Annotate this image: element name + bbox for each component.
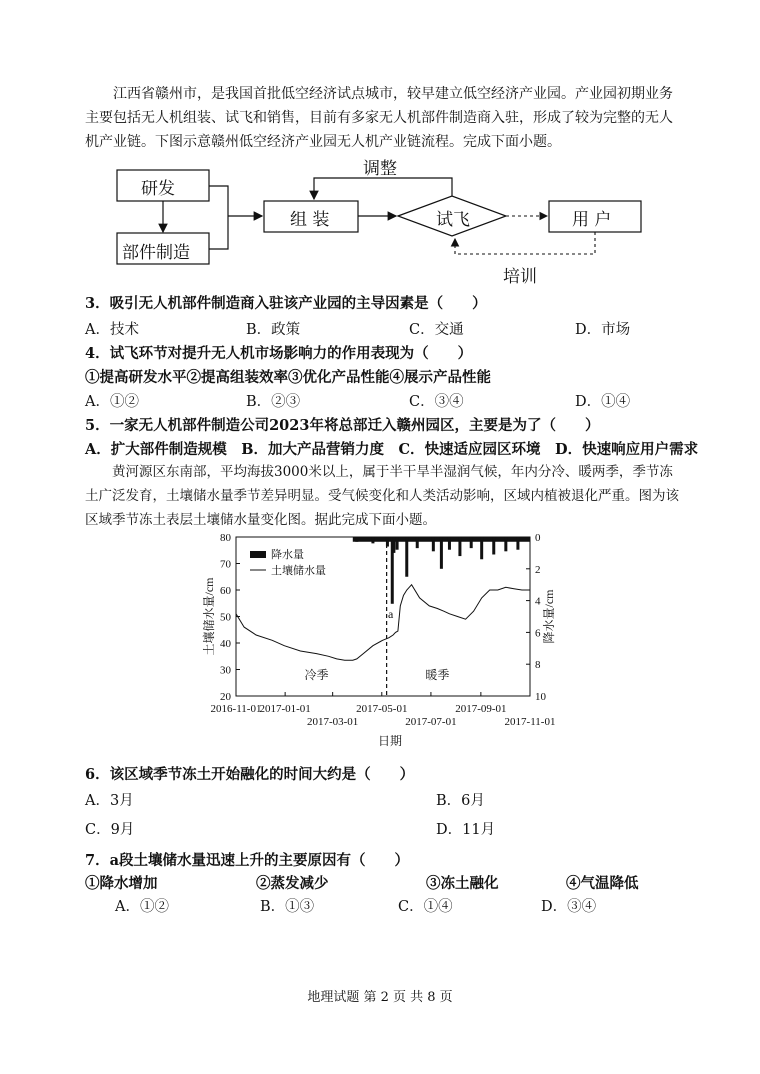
- ytick-left-label: 60: [220, 585, 231, 597]
- label-yanfa: 研发: [141, 179, 175, 199]
- precip-bar: [416, 537, 419, 548]
- intro-passage-1: 江西省赣州市，是我国首批低空经济试点城市，较早建立低空经济产业园。产业园初期业务主要包括无人机组装、试飞和销售，目前有多家无人机部件制造商入驻，形成了较为完整的无人机产业链。下图示意赣州低空经济产业园无人机产业链流程。完成下面小题。: [85, 86, 673, 150]
- q7-item-2: ②蒸发减少: [256, 875, 329, 892]
- q4-option-d: D．①④: [575, 394, 631, 410]
- q7-item-3: ③冻土融化: [426, 875, 499, 892]
- q7-option-d: D．③④: [541, 899, 597, 915]
- precip-bar: [396, 537, 399, 550]
- intro-passage-2: 黄河源区东南部，平均海拔3000米以上，属于半干旱半湿润气候，年内分冷、暖两季，季节冻土广泛发育，土壤储水量季节差异明显。受气候变化和人类活动影响，区域内植被退化严重。图为该区域季节冻土表层土壤储水量变化图。据此完成下面小题。: [85, 464, 679, 528]
- ytick-left-label: 20: [220, 691, 231, 703]
- precip-bar: [504, 537, 507, 551]
- q5-stem: 5．一家无人机部件制造公司2023年将总部迁入赣州园区，主要是为了（ ）: [85, 417, 600, 434]
- ytick-left-label: 70: [220, 558, 231, 571]
- y-axis-left-title: 土壤储水量/cm: [202, 577, 216, 656]
- page-footer: 地理试题 第 2 页 共 8 页: [307, 990, 453, 1005]
- xtick-label: 2017-03-01: [306, 716, 359, 728]
- precip-bar: [405, 537, 408, 577]
- q5-options: A．扩大部件制造规模 B．加大产品营销力度 C．快速适应园区环境 D．快速响应用户需求: [85, 441, 699, 458]
- xtick-label: 2017-05-01: [356, 703, 408, 715]
- label-segment-a: a: [387, 607, 394, 621]
- ytick-right-label: 4: [535, 595, 541, 608]
- precip-bar: [480, 537, 483, 559]
- ytick-left-label: 50: [220, 611, 231, 624]
- ytick-left-label: 80: [220, 532, 231, 544]
- q4-option-c: C．③④: [409, 394, 464, 410]
- precip-bar: [392, 537, 395, 553]
- q3-option-c: C．交通: [409, 322, 464, 338]
- precip-bar: [470, 537, 473, 548]
- label-bujian: 部件制造: [122, 243, 190, 263]
- q6-stem: 6．该区域季节冻土开始融化的时间大约是（ ）: [85, 766, 415, 783]
- precip-bar: [432, 537, 435, 551]
- q3-option-b: B．政策: [246, 322, 301, 338]
- xtick-label: 2017-07-01: [405, 716, 457, 728]
- q6-option-b: B．6月: [436, 793, 485, 809]
- ytick-right-label: 6: [535, 627, 541, 640]
- q3-option-d: D．市场: [575, 322, 631, 338]
- label-shifei: 试飞: [436, 210, 470, 230]
- q7-option-b: B．①③: [260, 899, 315, 915]
- q4-option-b: B．②③: [246, 394, 301, 410]
- y-axis-right-title: 降水量/cm: [542, 589, 556, 644]
- q6-option-d: D．11月: [436, 822, 496, 838]
- q7-stem: 7．a段土壤储水量迅速上升的主要原因有（ ）: [85, 852, 409, 869]
- precip-bar: [355, 537, 358, 542]
- xtick-label: 2017-11-01: [504, 716, 556, 728]
- q7-item-1: ①降水增加: [85, 875, 158, 892]
- q7-item-4: ④气温降低: [566, 875, 639, 892]
- q6-option-c: C．9月: [85, 822, 135, 838]
- legend-precip-swatch: [250, 551, 266, 558]
- legend-soil-label: 土壤储水量: [271, 565, 326, 577]
- precip-bar: [516, 537, 519, 550]
- ytick-left-label: 30: [220, 664, 231, 677]
- q6-option-a: A．3月: [85, 793, 134, 809]
- q7-option-c: C．①④: [398, 899, 453, 915]
- precip-bar: [371, 537, 374, 543]
- label-tiaozheng: 调整: [363, 159, 397, 179]
- q3-stem: 3．吸引无人机部件制造商入驻该产业园的主导因素是（ ）: [85, 295, 487, 312]
- q4-stem: 4．试飞环节对提升无人机市场影响力的作用表现为（ ）: [85, 345, 473, 362]
- soil-water-chart: [0, 532, 760, 752]
- ytick-right-label: 8: [535, 659, 541, 672]
- ytick-right-label: 0: [535, 532, 541, 544]
- flow-diagram: [0, 0, 760, 290]
- precip-bar: [440, 537, 443, 569]
- label-zuzhuang: 组 装: [290, 210, 330, 230]
- label-warm-season: 暖季: [425, 668, 450, 682]
- precip-bar: [492, 537, 495, 554]
- x-axis-title: 日期: [377, 734, 403, 748]
- legend-precip-label: 降水量: [271, 549, 304, 561]
- label-yonghu: 用 户: [572, 210, 612, 230]
- ytick-right-label: 2: [535, 563, 541, 576]
- ytick-right-label: 10: [535, 691, 546, 703]
- ytick-left-label: 40: [220, 638, 231, 650]
- label-peixun: 培训: [503, 267, 537, 287]
- q4-items: ①提高研发水平②提高组装效率③优化产品性能④展示产品性能: [85, 369, 491, 386]
- xtick-label: 2016-11-01: [210, 703, 262, 715]
- q3-option-a: A．技术: [85, 322, 139, 338]
- q4-option-a: A．①②: [85, 394, 139, 410]
- precip-bar: [448, 537, 451, 550]
- xtick-label: 2017-09-01: [455, 703, 507, 715]
- label-cold-season: 冷季: [304, 668, 329, 682]
- xtick-label: 2017-01-01: [259, 703, 311, 715]
- soil-water-line: [236, 585, 530, 661]
- precip-bar: [458, 537, 461, 556]
- q7-option-a: A．①②: [115, 899, 169, 915]
